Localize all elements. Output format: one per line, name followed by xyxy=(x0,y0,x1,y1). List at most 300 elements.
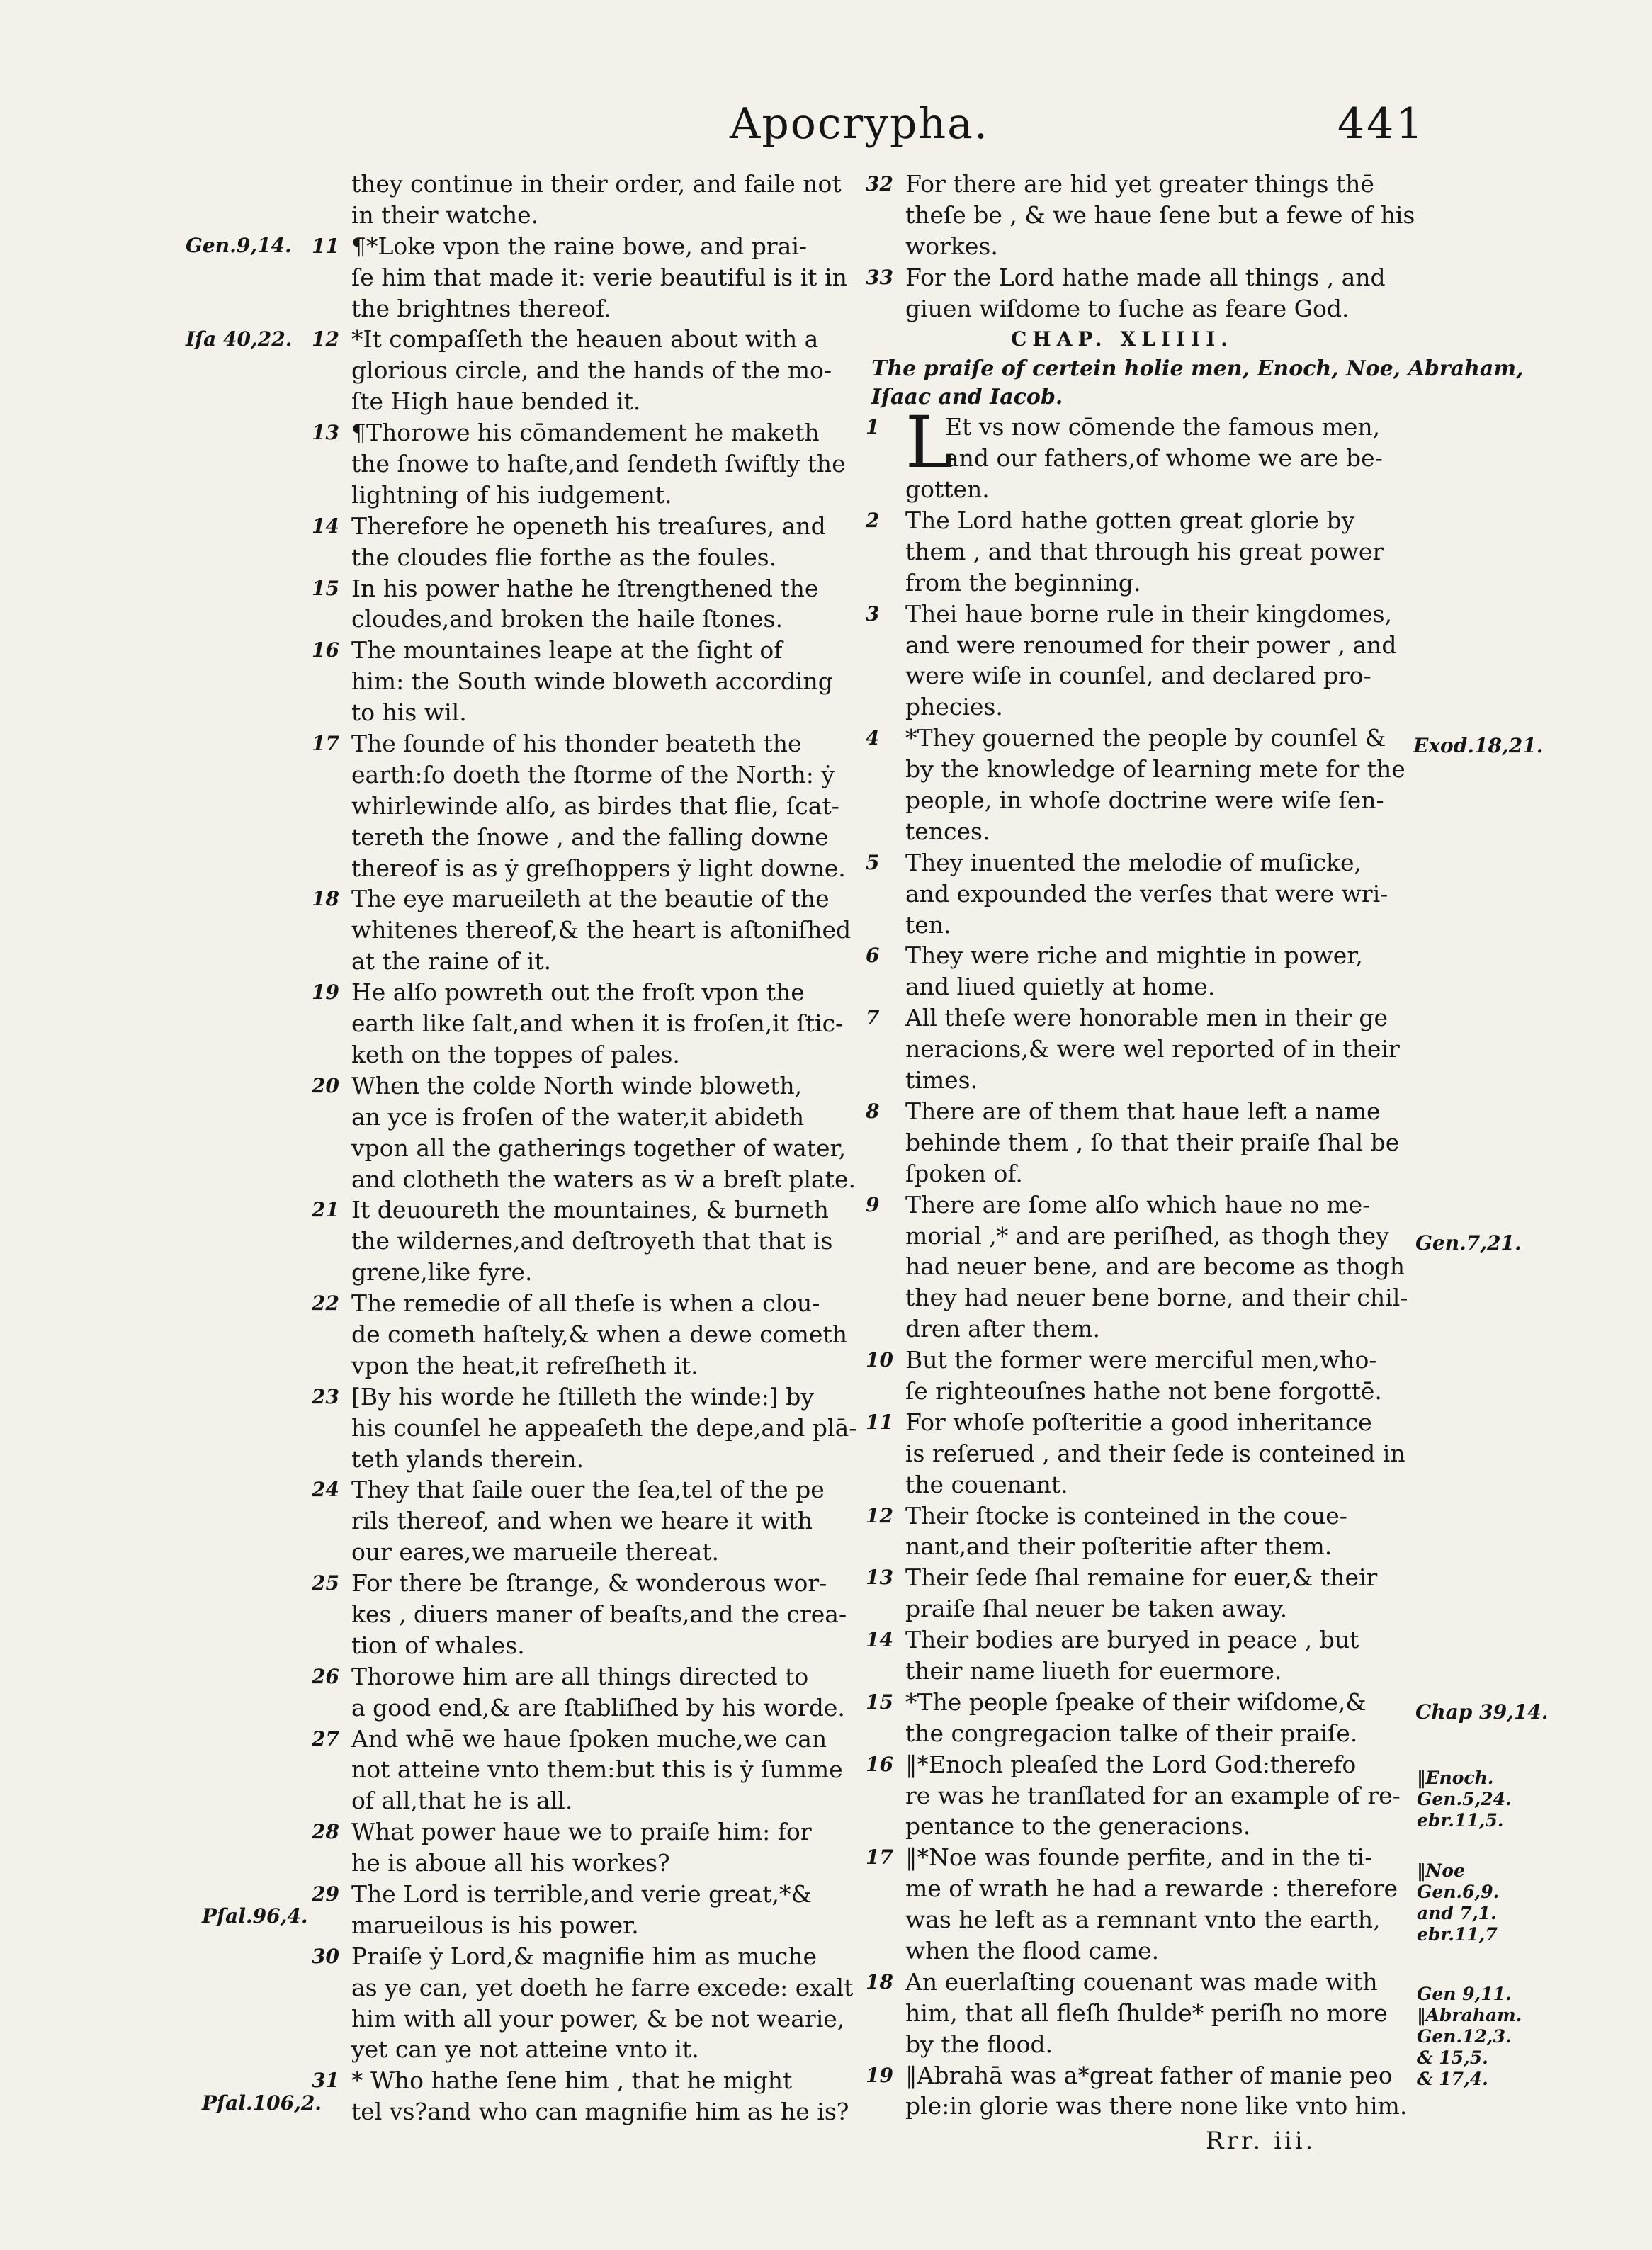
verse-row xyxy=(866,691,1418,723)
verse-line: ſte High haue bended it. xyxy=(351,388,641,416)
verse-line: ſe him that made it: verie beautiful is it in xyxy=(351,263,847,291)
verse-line: tel vs?and who can magnifie him as he is? xyxy=(351,2098,849,2126)
verse-line: Their ſede ſhal remaine for euer,& their xyxy=(905,1564,1378,1592)
verse-row xyxy=(312,2003,864,2035)
verse-line: an yce is froſen of the water,it abideth xyxy=(351,1102,805,1131)
verse-row xyxy=(312,542,864,573)
verse-row xyxy=(866,599,1418,630)
left-column xyxy=(312,169,864,2127)
verse-number: 4 xyxy=(866,726,880,750)
verse-number: 21 xyxy=(312,1198,339,1222)
verse-row xyxy=(866,1811,1418,1842)
verse-line: of all,that he is all. xyxy=(351,1787,573,1815)
verse-row xyxy=(312,1630,864,1661)
chapter-heading: CHAP. XLIIII. xyxy=(1011,327,1233,351)
verse-row xyxy=(866,1251,1418,1282)
verse-line: Their bodies are buryed in peace , but xyxy=(905,1626,1359,1654)
verse-row xyxy=(312,822,864,853)
verse-line: neracions,& were wel reported of in their xyxy=(905,1035,1400,1063)
verse-line: They inuented the melodie of muſicke, xyxy=(905,848,1362,876)
verse-row xyxy=(866,1904,1418,1935)
verse-line: kes , diuers maner of beaſts,and the crea- xyxy=(351,1600,847,1628)
verse-row xyxy=(866,505,1418,536)
verse-row xyxy=(866,1065,1418,1096)
verse-line: yet can ye not atteine vnto it. xyxy=(351,2035,699,2064)
verse-line: his counſel he appeaſeth the depe,and plā- xyxy=(351,1413,857,1442)
verse-row xyxy=(866,1593,1418,1624)
verse-number: 18 xyxy=(866,1969,893,1994)
verse-line: Praiſe ẏ Lord,& magnifie him as muche xyxy=(351,1942,817,1970)
verse-row xyxy=(866,940,1418,971)
verse-line: our eares,we marueile thereat. xyxy=(351,1538,720,1566)
verse-line: people, in whoſe doctrine were wiſe ſen- xyxy=(905,786,1384,815)
verse-row xyxy=(866,200,1418,231)
margin-note-noe: ‖Noe Gen.6,9. and 7,1. ebr.11,7 xyxy=(1417,1860,1500,1945)
verse-line: The mountaines leape at the ſight of xyxy=(351,636,783,665)
verse-row xyxy=(312,1070,864,1102)
signature: Rrr. iii. xyxy=(1206,2127,1316,2156)
verse-row xyxy=(866,1562,1418,1593)
verse-line: not atteine vnto them:but this is ẏ ſumme xyxy=(351,1756,843,1784)
verse-number: 27 xyxy=(312,1726,339,1751)
verse-line: the cloudes flie forthe as the foules. xyxy=(351,543,777,571)
verse-line: earth:ſo doeth the ſtorme of the North: ẏ xyxy=(351,760,835,788)
verse-line: nant,and their poſteritie after them. xyxy=(905,1532,1333,1561)
verse-row xyxy=(312,759,864,791)
verse-line: ſe righteouſnes hathe not bene forgottē. xyxy=(905,1376,1382,1405)
verse-number: 8 xyxy=(866,1099,880,1123)
verse-row xyxy=(312,2034,864,2065)
verse-line: cloudes,and broken the haile ſtones. xyxy=(351,605,783,633)
verse-row xyxy=(866,1935,1418,1967)
verse-number: 15 xyxy=(866,1690,893,1714)
verse-line: the ſnowe to haſte,and ſendeth ſwiftly the xyxy=(351,450,846,478)
chapter-argument-line: Iſaac and Iacob. xyxy=(871,385,1063,410)
verse-line: in their watche. xyxy=(351,200,539,229)
verse-line: For whoſe poſteritie a good inheritance xyxy=(905,1408,1372,1436)
verse-number: 32 xyxy=(866,172,893,196)
margin-note-enoch: ‖Enoch. Gen.5,24. ebr.11,5. xyxy=(1417,1768,1512,1831)
verse-line: They were riche and mightie in power, xyxy=(905,942,1363,970)
verse-line: and clotheth the waters as ẇ a breſt plate. xyxy=(351,1165,856,1193)
verse-number: 13 xyxy=(866,1566,893,1590)
verse-number: 14 xyxy=(312,514,339,538)
verse-line: marueilous is his power. xyxy=(351,1911,639,1939)
verse-row xyxy=(312,791,864,822)
margin-note-gen: Gen.9,14. xyxy=(186,234,292,257)
verse-row xyxy=(866,2060,1418,2091)
verse-row xyxy=(312,1724,864,1755)
verse-line: ‖*Noe was founde perfite, and in the ti- xyxy=(905,1843,1373,1872)
verse-row xyxy=(312,697,864,728)
verse-row xyxy=(312,915,864,946)
verse-row xyxy=(866,1282,1418,1313)
verse-line: Thorowe him are all things directed to xyxy=(351,1662,809,1690)
verse-line: vpon all the gatherings together of water, xyxy=(351,1134,847,1162)
verse-line: when the flood came. xyxy=(905,1936,1160,1964)
verse-line: Therefore he openeth his treaſures, and xyxy=(351,511,826,540)
verse-line: ſpoken of. xyxy=(905,1159,1023,1187)
verse-row xyxy=(866,660,1418,691)
verse-line: de cometh haſtely,& when a dewe cometh xyxy=(351,1320,847,1348)
verse-row xyxy=(312,169,864,200)
verse-line: a good end,& are ſtabliſhed by his worde. xyxy=(351,1693,845,1722)
verse-row xyxy=(866,1438,1418,1469)
verse-number: 13 xyxy=(312,421,339,445)
verse-row xyxy=(866,1127,1418,1158)
verse-line: Their ſtocke is conteined in the coue- xyxy=(905,1501,1347,1530)
verse-line: *The people ſpeake of their wiſdome,& xyxy=(905,1688,1367,1716)
verse-row xyxy=(866,878,1418,910)
verse-row xyxy=(866,1998,1418,2029)
verse-row xyxy=(312,293,864,324)
verse-number: 16 xyxy=(866,1752,893,1776)
verse-row xyxy=(312,1413,864,1444)
verse-row xyxy=(866,1500,1418,1532)
verse-line: morial ,* and are periſhed, as thogh they xyxy=(905,1221,1389,1250)
verse-row xyxy=(866,567,1418,599)
verse-row xyxy=(312,728,864,759)
verse-row xyxy=(866,1376,1418,1407)
page-number: 441 xyxy=(1337,99,1425,149)
verse-line: For there are hid yet greater things thē xyxy=(905,170,1374,198)
verse-row xyxy=(866,169,1418,200)
verse-line: theſe be , & we haue ſene but a fewe of his xyxy=(905,200,1415,229)
verse-line: [By his worde he ſtilleth the winde:] by xyxy=(351,1382,814,1411)
verse-line: teth ylands therein. xyxy=(351,1445,584,1473)
verse-row xyxy=(312,946,864,977)
verse-line: behinde them , ſo that their praiſe ſhal be xyxy=(905,1128,1400,1156)
verse-row xyxy=(312,1537,864,1568)
verse-row xyxy=(312,1568,864,1599)
verse-line: *It compaſſeth the heauen about with a xyxy=(351,325,819,354)
verse-line: The remedie of all theſe is when a clou- xyxy=(351,1289,820,1318)
verse-line: at the raine of it. xyxy=(351,947,552,976)
verse-line: The Lord hathe gotten great glorie by xyxy=(905,507,1355,535)
verse-number: 18 xyxy=(312,887,339,911)
verse-row xyxy=(312,480,864,511)
verse-row xyxy=(866,847,1418,878)
verse-number: 14 xyxy=(866,1628,893,1652)
verse-row xyxy=(312,1039,864,1070)
verse-number: 25 xyxy=(312,1571,339,1595)
verse-row xyxy=(312,1754,864,1785)
verse-number: 15 xyxy=(312,576,339,600)
verse-line: But the former were merciful men,who- xyxy=(905,1346,1377,1374)
verse-line: In his power hathe he ſtrengthened the xyxy=(351,574,819,602)
verse-line: and expounded the verſes that were wri- xyxy=(905,879,1388,908)
verse-row xyxy=(312,1444,864,1475)
verse-row xyxy=(866,1624,1418,1656)
verse-row xyxy=(312,1661,864,1692)
right-column-top-verses xyxy=(866,169,1418,324)
verse-row xyxy=(312,573,864,604)
verse-line: For the Lord hathe made all things , and xyxy=(905,263,1386,291)
verse-line: re was he tranſlated for an example of re- xyxy=(905,1781,1401,1809)
right-column-verses xyxy=(866,505,1418,2122)
verse-row xyxy=(866,816,1418,847)
verse-row xyxy=(312,448,864,480)
verse-line: the couenant. xyxy=(905,1470,1068,1498)
verse-line: ple:in glorie was there none like vnto him. xyxy=(905,2092,1408,2120)
verse-line: thereof is as ẏ greſhoppers ẏ light downe. xyxy=(351,854,846,882)
verse-row xyxy=(312,1008,864,1039)
verse-number: 30 xyxy=(312,1944,339,1968)
verse-row xyxy=(312,1288,864,1319)
verse-row xyxy=(312,1599,864,1630)
verse-row xyxy=(866,2029,1418,2060)
verse-line: him, that all fleſh ſhulde* periſh no more xyxy=(905,1999,1388,2027)
verse-line: gotten. xyxy=(905,475,990,504)
signature-mark xyxy=(866,2122,1418,2157)
verse-number: 2 xyxy=(866,509,880,533)
verse-row xyxy=(866,1313,1418,1345)
verse-row xyxy=(866,1096,1418,1127)
verse-row xyxy=(866,293,1418,324)
verse-row xyxy=(866,1967,1418,1998)
verse-row xyxy=(312,666,864,697)
verse-line: the brightnes thereof. xyxy=(351,294,611,322)
verse-number: 17 xyxy=(866,1845,893,1870)
verse-row xyxy=(866,1873,1418,1904)
verse-row xyxy=(866,1002,1418,1034)
verse-line: whirlewinde alſo, as birdes that flie, ſcat- xyxy=(351,791,839,820)
verse-row xyxy=(312,1505,864,1537)
verse-line: * Who hathe ſene him , that he might xyxy=(351,2067,793,2095)
verse-line: the congregacion talke of their praiſe. xyxy=(905,1719,1358,1747)
verse-row xyxy=(866,1189,1418,1221)
verse-line: their name liueth for euermore. xyxy=(905,1656,1282,1685)
verse-number: 19 xyxy=(312,980,339,1005)
verse-line: him: the South winde bloweth according xyxy=(351,667,833,696)
running-head: Apocrypha. xyxy=(730,99,989,149)
verse-number: 28 xyxy=(312,1820,339,1844)
verse-row xyxy=(312,1879,864,1910)
verse-row xyxy=(312,1848,864,1879)
verse-row xyxy=(312,386,864,417)
verse-line: ‖Abrahā was a*great father of manie peo xyxy=(905,2061,1393,2089)
verse-line: earth like ſalt,and when it is froſen,it ſtic- xyxy=(351,1010,844,1038)
verse-line: glorious circle, and the hands of the mo- xyxy=(351,356,832,385)
verse-number: 33 xyxy=(866,265,893,289)
verse-row xyxy=(866,231,1418,262)
verse-line: times. xyxy=(905,1066,978,1095)
verse-row xyxy=(312,355,864,386)
verse-row xyxy=(312,200,864,231)
margin-note-psal: Pſal.96,4. xyxy=(202,1904,308,1928)
verse-number: 20 xyxy=(312,1073,339,1097)
verse-line: tences. xyxy=(905,817,990,845)
verse-row xyxy=(312,1194,864,1226)
verse-line: as ye can, yet doeth he farre excede: exalt xyxy=(351,1973,854,2001)
verse-row xyxy=(312,604,864,635)
verse-row xyxy=(866,1780,1418,1811)
verse-line: them , and that through his great power xyxy=(905,537,1384,565)
verse-row xyxy=(312,1381,864,1413)
verse-number: 6 xyxy=(866,944,880,968)
verse-row xyxy=(312,1941,864,1972)
verse-number: 7 xyxy=(866,1006,880,1030)
verse-line: me of wrath he had a rewarde : therefore xyxy=(905,1875,1398,1903)
verse-line: dren after them. xyxy=(905,1315,1100,1343)
verse-line: *They gouerned the people by counſel & xyxy=(905,724,1386,752)
verse-row xyxy=(312,2065,864,2096)
verse-row xyxy=(866,2091,1418,2122)
verse-line: They that ſaile ouer the ſea,tel of the pe xyxy=(351,1476,825,1504)
verse-line: Et vs now cōmende the famous men, xyxy=(945,413,1381,441)
verse-line: When the colde North winde bloweth, xyxy=(351,1071,803,1099)
verse-number: 9 xyxy=(866,1192,880,1216)
verse-number: 16 xyxy=(312,638,339,662)
verse-number: 31 xyxy=(312,2069,339,2093)
verse-number: 3 xyxy=(866,601,880,626)
verse-line: The Lord is terrible,and verie great,*& xyxy=(351,1879,812,1908)
verse-row xyxy=(312,1692,864,1724)
verse-row xyxy=(866,630,1418,661)
verse-row xyxy=(312,1816,864,1848)
drop-cap-initial: L xyxy=(905,401,953,485)
margin-note-isa: Iſa 40,22. xyxy=(186,327,293,351)
verse-row xyxy=(312,883,864,915)
verse-line: whitenes thereof,& the heart is aſtoniſhed xyxy=(351,916,852,944)
verse-row xyxy=(312,635,864,666)
verse-line: He alſo powreth out the froſt vpon the xyxy=(351,978,805,1007)
verse-line: the wildernes,and deſtroyeth that that is xyxy=(351,1227,833,1255)
verse-line: and our fathers,of whome we are be- xyxy=(945,444,1383,473)
verse-row xyxy=(312,417,864,448)
verse-number: 5 xyxy=(866,850,880,874)
margin-note-abraham: Gen 9,11. ‖Abraham. Gen.12,3. & 15,5. & 17,4. xyxy=(1417,1984,1522,2089)
verse-line: they continue in their order, and faile not xyxy=(351,170,842,198)
verse-row xyxy=(866,1407,1418,1438)
margin-note-gen: Gen.7,21. xyxy=(1415,1231,1522,1255)
verse-number: 12 xyxy=(312,327,339,351)
chapter-opening xyxy=(866,401,1418,505)
verse-line: by the knowledge of learning mete for the xyxy=(905,755,1405,784)
verse-line: workes. xyxy=(905,232,998,260)
verse-line: Thei haue borne rule in their kingdomes, xyxy=(905,599,1393,628)
verse-line: him with all your power, & be not wearie, xyxy=(351,2004,845,2033)
verse-row xyxy=(312,853,864,884)
verse-row xyxy=(312,1102,864,1133)
verse-row xyxy=(312,1226,864,1257)
verse-line: was he left as a remnant vnto the earth, xyxy=(905,1906,1381,1934)
margin-note-psal: Pſal.106,2. xyxy=(202,2091,322,2115)
verse-line: grene,like fyre. xyxy=(351,1258,533,1287)
verse-row xyxy=(866,971,1418,1002)
verse-row xyxy=(312,1164,864,1195)
verse-row xyxy=(312,1319,864,1350)
verse-row xyxy=(866,910,1418,941)
verse-number: 12 xyxy=(866,1503,893,1527)
verse-line: There are of them that haue left a name xyxy=(905,1097,1381,1125)
verse-line: ¶*Loke vpon the raine bowe, and prai- xyxy=(351,232,808,260)
verse-row xyxy=(866,785,1418,816)
verse-number: 19 xyxy=(866,2063,893,2087)
verse-row xyxy=(866,754,1418,785)
margin-note-chap: Chap 39,14. xyxy=(1415,1700,1549,1724)
verse-row xyxy=(866,1842,1418,1873)
verse-line: pentance to the generacions. xyxy=(905,1812,1251,1841)
margin-note-exod: Exod.18,21. xyxy=(1413,734,1544,757)
verse-line: rils thereof, and when we heare it with xyxy=(351,1507,813,1535)
verse-line: The ſounde of his thonder beateth the xyxy=(351,730,802,758)
verse-line: praiſe ſhal neuer be taken away. xyxy=(905,1595,1288,1623)
verse-row xyxy=(312,1972,864,2003)
verse-row xyxy=(312,1910,864,1941)
verse-row xyxy=(312,2096,864,2127)
verse-row xyxy=(866,1034,1418,1065)
verse-line: All theſe were honorable men in their ge xyxy=(905,1004,1388,1032)
verse-line: An euerlaſting couenant was made with xyxy=(905,1967,1378,1996)
verse-line: to his wil. xyxy=(351,699,467,727)
verse-line: The eye marueileth at the beautie of the xyxy=(351,885,830,913)
verse-line: For there be ſtrange, & wonderous wor- xyxy=(351,1569,827,1598)
verse-number: 23 xyxy=(312,1384,339,1408)
verse-number: 10 xyxy=(866,1348,893,1372)
verse-line: And whē we haue ſpoken muche,we can xyxy=(351,1724,827,1753)
verse-line: by the flood. xyxy=(905,2030,1053,2058)
verse-row xyxy=(866,262,1418,293)
verse-line: ten. xyxy=(905,910,951,939)
verse-line: lightning of his iudgement. xyxy=(351,480,672,509)
verse-line: What power haue we to praiſe him: for xyxy=(351,1818,812,1846)
chapter-argument-line: The praiſe of certein holie men, Enoch, Noe, Abraham, xyxy=(871,356,1524,382)
verse-row xyxy=(312,511,864,542)
verse-row xyxy=(866,1221,1418,1252)
verse-line: It deuoureth the mountaines, & burneth xyxy=(351,1196,829,1224)
verse-line: ¶Thorowe his cōmandement he maketh xyxy=(351,419,820,447)
verse-number: 29 xyxy=(312,1882,339,1906)
verse-line: phecies. xyxy=(905,693,1003,721)
verse-row xyxy=(866,1718,1418,1749)
verse-number: 22 xyxy=(312,1291,339,1316)
verse-row xyxy=(312,324,864,355)
verse-row xyxy=(312,1350,864,1381)
verse-line: keth on the toppes of pales. xyxy=(351,1040,680,1068)
verse-line: from the beginning. xyxy=(905,568,1141,597)
verse-line: they had neuer bene borne, and their chil- xyxy=(905,1284,1408,1312)
verse-row xyxy=(312,977,864,1008)
verse-line: tereth the ſnowe , and the falling downe xyxy=(351,822,829,851)
verse-line: tion of whales. xyxy=(351,1631,525,1659)
verse-row xyxy=(312,1257,864,1288)
verse-row xyxy=(312,1785,864,1816)
verse-number: 24 xyxy=(312,1478,339,1502)
verse-number: 26 xyxy=(312,1664,339,1688)
verse-row xyxy=(866,1345,1418,1376)
verse-line: and were renoumed for their power , and xyxy=(905,631,1397,659)
verse-row xyxy=(866,1749,1418,1780)
verse-line: giuen wiſdome to ſuche as feare God. xyxy=(905,294,1350,322)
verse-line: vpon the heat,it refreſheth it. xyxy=(351,1351,698,1379)
verse-line: and liued quietly at home. xyxy=(905,973,1216,1001)
verse-line: had neuer bene, and are become as thogh xyxy=(905,1253,1405,1281)
verse-line: is reſerued , and their ſede is conteined in xyxy=(905,1439,1405,1467)
verse-row xyxy=(866,1656,1418,1687)
verse-row xyxy=(312,1474,864,1505)
verse-row xyxy=(312,231,864,262)
verse-row xyxy=(866,1158,1418,1189)
verse-row xyxy=(312,262,864,293)
verse-line: There are ſome alſo which haue no me- xyxy=(905,1190,1371,1219)
verse-line: were wiſe in counſel, and declared pro- xyxy=(905,662,1371,690)
verse-number: 11 xyxy=(866,1410,893,1434)
verse-number: 11 xyxy=(312,234,339,258)
verse-number: 17 xyxy=(312,732,339,756)
verse-line: he is aboue all his workes? xyxy=(351,1849,670,1877)
verse-row xyxy=(866,1469,1418,1500)
